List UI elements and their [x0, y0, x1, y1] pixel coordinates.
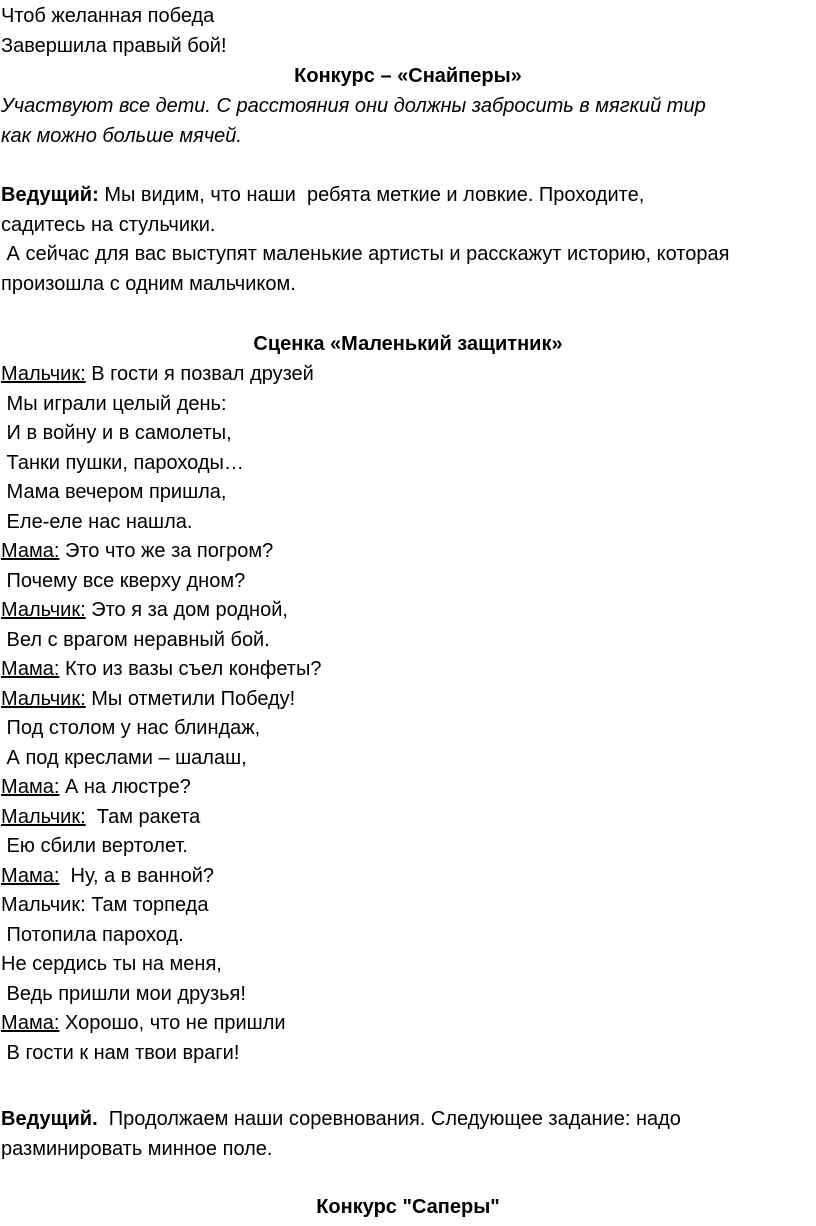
skit-line — [1, 360, 314, 389]
host-label: Ведущий. — [1, 1108, 98, 1130]
dialogue-text: Потопила пароход. — [1, 924, 184, 946]
poem-line-1: Чтоб желанная победа — [1, 5, 215, 27]
skit-line — [1, 537, 273, 566]
dialogue-text: Это что же за погром? — [59, 540, 274, 562]
skit-line — [1, 419, 232, 448]
dialogue-text: А под креслами – шалаш, — [1, 747, 247, 769]
skit-line — [1, 449, 244, 478]
skit-line — [1, 655, 321, 684]
dialogue-text: В гости я позвал друзей — [85, 363, 314, 385]
dialogue-text: Мальчик: Там торпеда — [1, 894, 209, 916]
skit-line — [1, 567, 245, 596]
host-paragraph-2-line-2: разминировать минное поле. — [1, 1138, 273, 1160]
host-label: Ведущий: — [1, 184, 99, 206]
host-paragraph-1-line-4: произошла с одним мальчиком. — [1, 273, 296, 295]
dialogue-text: Танки пушки, пароходы… — [1, 452, 244, 474]
skit-line — [1, 921, 184, 950]
skit-line — [1, 1039, 239, 1068]
skit-line — [1, 626, 270, 655]
speaker-label: Мама: — [1, 776, 60, 798]
host-text: Мы видим, что наши ребята меткие и ловкие. Проходите, — [98, 184, 645, 206]
skit-line — [1, 862, 214, 891]
skit-title: Сценка «Маленький защитник» — [253, 333, 563, 355]
speaker-label: Мама: — [1, 540, 60, 562]
speaker-label: Мальчик: — [1, 599, 86, 621]
dialogue-text: Это я за дом родной, — [85, 599, 288, 621]
dialogue-text: Ею сбили вертолет. — [1, 835, 188, 857]
skit-line — [1, 1009, 286, 1038]
dialogue-text: А на люстре? — [59, 776, 191, 798]
dialogue-text: Не сердись ты на меня, — [1, 953, 222, 975]
speaker-label: Мама: — [1, 865, 60, 887]
dialogue-text: Хорошо, что не пришли — [59, 1012, 286, 1034]
dialogue-text: Кто из вазы съел конфеты? — [59, 658, 322, 680]
speaker-label: Мальчик: — [1, 688, 86, 710]
dialogue-text: Еле-еле нас нашла. — [1, 511, 193, 533]
skit-line — [1, 980, 246, 1009]
dialogue-text: В гости к нам твои враги! — [1, 1042, 240, 1064]
dialogue-text: Мы отметили Победу! — [85, 688, 296, 710]
skit-line — [1, 803, 200, 832]
contest-sappers-title: Конкурс "Саперы" — [316, 1196, 500, 1218]
host-text: Продолжаем наши соревнования. Следующее задание: надо — [97, 1108, 681, 1130]
skit-line — [1, 950, 222, 979]
skit-line — [1, 508, 192, 537]
dialogue-text: Мама вечером пришла, — [1, 481, 227, 503]
skit-line — [1, 596, 288, 625]
dialogue-text: Вел с врагом неравный бой. — [1, 629, 270, 651]
speaker-label: Мама: — [1, 1012, 60, 1034]
dialogue-text: Под столом у нас блиндаж, — [1, 717, 261, 739]
skit-line — [1, 744, 247, 773]
skit-line — [1, 832, 188, 861]
contest-snipers-description-line-1: Участвуют все дети. С расстояния они должны забросить в мягкий тир — [1, 95, 706, 117]
skit-line — [1, 773, 191, 802]
dialogue-text: Там ракета — [85, 806, 201, 828]
host-paragraph-1-line-2: садитесь на стульчики. — [1, 214, 216, 236]
dialogue-text: Мы играли целый день: — [1, 393, 227, 415]
speaker-label: Мама: — [1, 658, 60, 680]
skit-line — [1, 891, 208, 920]
dialogue-text: И в войну и в самолеты, — [1, 422, 232, 444]
skit-line — [1, 714, 260, 743]
dialogue-text: Ну, а в ванной? — [59, 865, 214, 887]
dialogue-text: Почему все кверху дном? — [1, 570, 246, 592]
host-paragraph-1-line-3: А сейчас для вас выступят маленькие артисты и расскажут историю, которая — [1, 243, 730, 265]
speaker-label: Мальчик: — [1, 806, 86, 828]
host-paragraph-1-line-1 — [1, 181, 644, 210]
contest-snipers-description-line-2: как можно больше мячей. — [1, 125, 242, 147]
skit-line — [1, 685, 295, 714]
host-paragraph-2-line-1 — [1, 1105, 681, 1134]
skit-line — [1, 478, 226, 507]
skit-line — [1, 390, 227, 419]
contest-snipers-title: Конкурс – «Снайперы» — [294, 65, 522, 87]
dialogue-text: Ведь пришли мои друзья! — [1, 983, 246, 1005]
speaker-label: Мальчик: — [1, 363, 86, 385]
poem-line-2: Завершила правый бой! — [1, 35, 227, 57]
